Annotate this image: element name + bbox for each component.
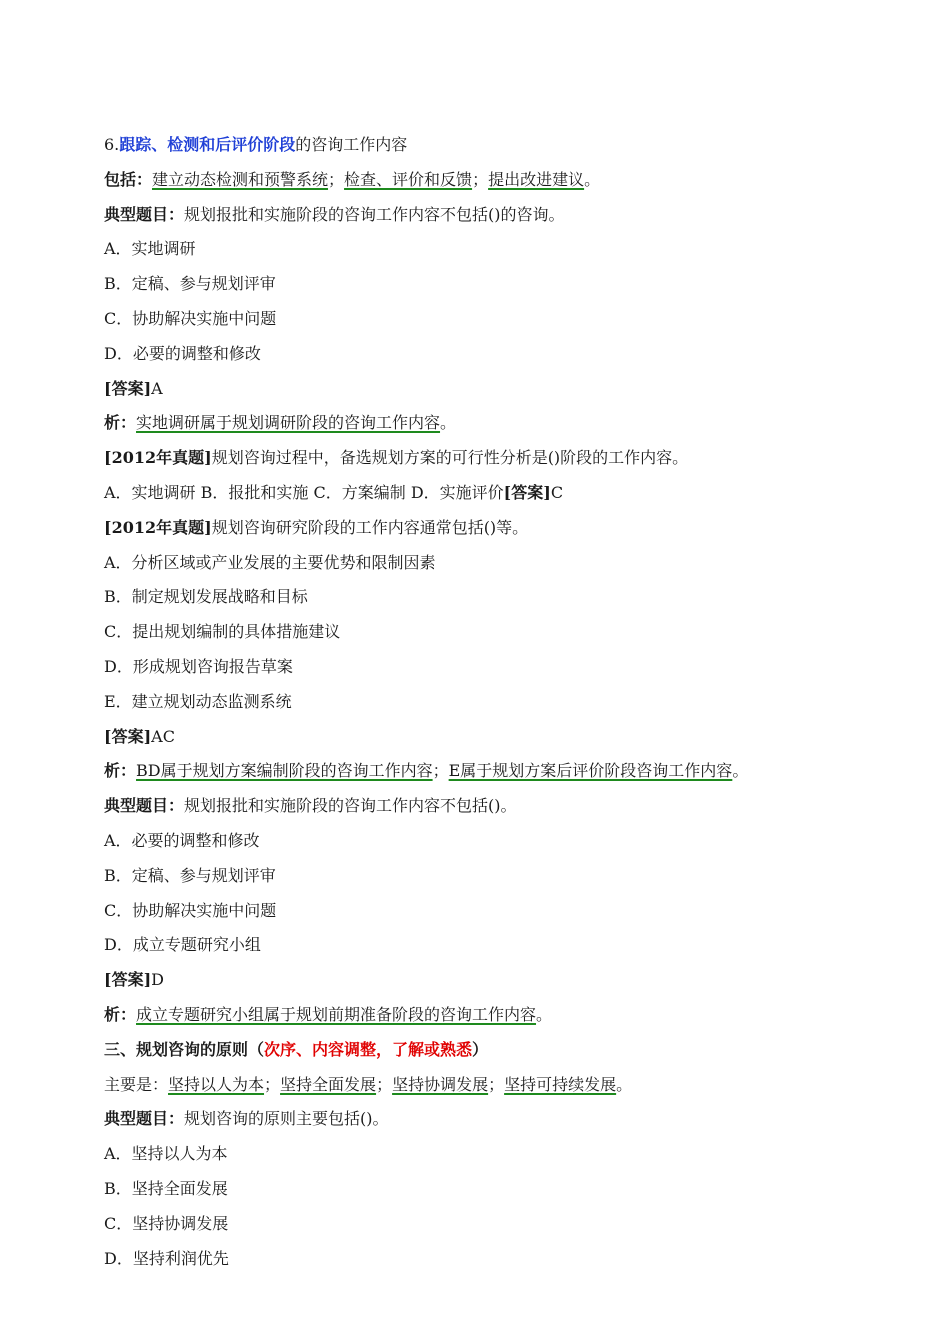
separator: ； (488, 1074, 505, 1094)
section-heading-text: 三、规划咨询的原则（ (104, 1039, 265, 1059)
answer-label: [答案] (104, 378, 152, 398)
options-inline-line (104, 476, 904, 511)
option-a: A．分析区域或产业发展的主要优势和限制因素 (104, 552, 436, 572)
principles-label: 主要是： (104, 1074, 169, 1094)
question-label: 典型题目： (104, 796, 185, 816)
option-b: B．定稿、参与规划评审 (104, 274, 276, 294)
period: 。 (732, 761, 749, 781)
question-label: 典型题目： (104, 1109, 185, 1129)
analysis-label: 析： (104, 413, 137, 433)
includes-line (104, 163, 904, 198)
principle-2: 坚持全面发展 (280, 1074, 377, 1094)
option-c: C．提出规划编制的具体措施建议 (104, 622, 341, 642)
option-c: C．协助解决实施中问题 (104, 900, 277, 920)
analysis-line (104, 998, 904, 1033)
option-b: B．定稿、参与规划评审 (104, 865, 276, 885)
answer-value: AC (151, 726, 175, 746)
option-a: A．坚持以人为本 (104, 1144, 228, 1164)
question-text: 规划报批和实施阶段的咨询工作内容不包括()的咨询。 (184, 204, 565, 224)
includes-item-3: 提出改进建议 (488, 169, 585, 189)
option-d: D．形成规划咨询报告草案 (104, 656, 293, 676)
analysis-line (104, 754, 904, 789)
separator: ； (328, 169, 345, 189)
principle-1: 坚持以人为本 (168, 1074, 265, 1094)
section-heading-6 (104, 128, 904, 163)
answer-label: [答案] (503, 482, 551, 502)
answer-line (104, 720, 904, 755)
analysis-label: 析： (104, 1004, 137, 1024)
analysis-line (104, 406, 904, 441)
principle-4: 坚持可持续发展 (504, 1074, 617, 1094)
options-inline: A．实地调研 B．报批和实施 C．方案编制 D．实施评价 (104, 482, 504, 502)
option-c: C．坚持协调发展 (104, 1213, 229, 1233)
question-label: 典型题目： (104, 204, 185, 224)
period: 。 (616, 1074, 633, 1094)
analysis-text: 成立专题研究小组属于规划前期准备阶段的咨询工作内容 (136, 1004, 537, 1024)
answer-line (104, 372, 904, 407)
includes-item-1: 建立动态检测和预警系统 (152, 169, 329, 189)
separator: ； (432, 761, 449, 781)
exam-question-line (104, 441, 904, 476)
includes-item-2: 检查、评价和反馈 (344, 169, 473, 189)
section-number: 6. (104, 135, 120, 154)
separator: ； (472, 169, 489, 189)
question-text: 规划报批和实施阶段的咨询工作内容不包括()。 (184, 796, 517, 816)
document-page (104, 128, 904, 1276)
analysis-text: 实地调研属于规划调研阶段的咨询工作内容 (136, 413, 441, 433)
section-title-highlight: 跟踪、检测和后评价阶段 (119, 135, 296, 154)
period: 。 (536, 1004, 553, 1024)
question-text: 规划咨询过程中，备选规划方案的可行性分析是()阶段的工作内容。 (211, 448, 689, 468)
analysis-label: 析： (104, 761, 137, 781)
answer-value: C (550, 482, 564, 502)
period: 。 (584, 169, 601, 189)
question-line (104, 789, 904, 824)
option-a: A．实地调研 (104, 239, 196, 259)
analysis-text-2: E属于规划方案后评价阶段咨询工作内容 (448, 761, 733, 781)
option-d: D．坚持利润优先 (104, 1248, 229, 1268)
answer-label: [答案] (104, 970, 152, 990)
exam-label: [2012年真题] (104, 448, 212, 468)
section-title-rest: 的咨询工作内容 (295, 135, 408, 154)
separator: ； (264, 1074, 281, 1094)
exam-question-line (104, 511, 904, 546)
question-text: 规划咨询的原则主要包括()。 (184, 1109, 389, 1129)
answer-value: D (151, 970, 164, 990)
question-line (104, 198, 904, 233)
option-b: B．坚持全面发展 (104, 1178, 228, 1198)
option-d: D．必要的调整和修改 (104, 343, 261, 363)
separator: ； (376, 1074, 393, 1094)
question-text: 规划咨询研究阶段的工作内容通常包括()等。 (211, 517, 529, 537)
question-line (104, 1102, 904, 1137)
option-c: C．协助解决实施中问题 (104, 308, 277, 328)
option-b: B．制定规划发展战略和目标 (104, 587, 308, 607)
option-e: E．建立规划动态监测系统 (104, 691, 292, 711)
exam-label: [2012年真题] (104, 517, 212, 537)
period: 。 (440, 413, 457, 433)
section-heading-3 (104, 1033, 904, 1068)
section-heading-close: ） (472, 1039, 489, 1059)
answer-label: [答案] (104, 726, 152, 746)
answer-value: A (151, 378, 163, 398)
principles-line (104, 1068, 904, 1103)
option-a: A．必要的调整和修改 (104, 830, 260, 850)
includes-label: 包括： (104, 169, 153, 189)
principle-3: 坚持协调发展 (392, 1074, 489, 1094)
analysis-text-1: BD属于规划方案编制阶段的咨询工作内容 (136, 761, 433, 781)
option-d: D．成立专题研究小组 (104, 935, 261, 955)
section-heading-note: 次序、内容调整，了解或熟悉 (264, 1039, 473, 1059)
answer-line (104, 963, 904, 998)
